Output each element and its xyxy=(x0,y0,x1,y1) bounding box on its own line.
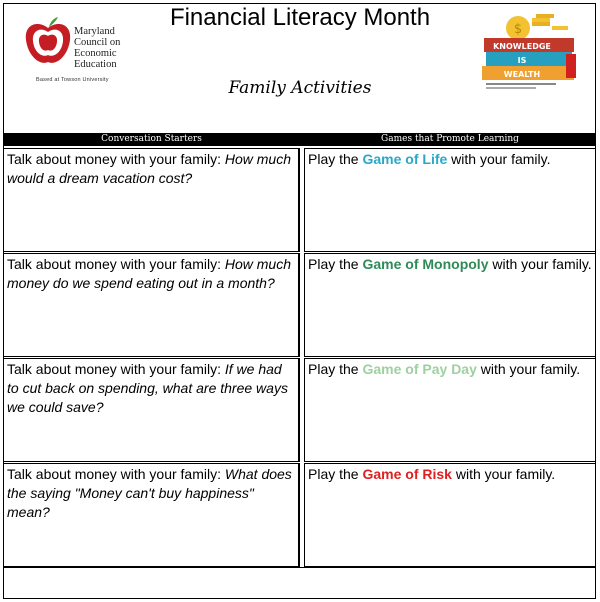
book2-label: IS xyxy=(517,56,527,65)
game-cell xyxy=(304,148,596,252)
book3-label: WEALTH xyxy=(503,70,541,79)
svg-text:$: $ xyxy=(513,22,523,37)
game-prefix: Play the xyxy=(308,466,363,482)
knowledge-wealth-logo xyxy=(476,8,582,92)
game-cell xyxy=(304,358,596,462)
game-suffix: with your family. xyxy=(488,256,592,272)
book1-label: KNOWLEDGE xyxy=(493,42,551,51)
books-coins-icon xyxy=(476,8,582,92)
conversation-question: How much money do we spend eating out in a month? xyxy=(7,256,292,291)
conversation-prefix: Talk about money with your family: xyxy=(7,466,225,482)
game-cell xyxy=(304,463,596,567)
logo-line3: Economic xyxy=(74,48,117,59)
game-cell xyxy=(304,253,596,357)
game-prefix: Play the xyxy=(308,361,363,377)
logo-line4: Education xyxy=(74,59,117,70)
conversation-question: How much would a dream vacation cost? xyxy=(7,151,292,186)
table-bottom-rule xyxy=(3,567,596,568)
game-name: Game of Risk xyxy=(362,466,452,482)
conversation-cell xyxy=(3,148,300,252)
page-title: Financial Literacy Month xyxy=(169,4,431,31)
game-name: Game of Monopoly xyxy=(362,256,489,272)
game-name: Game of Pay Day xyxy=(362,361,477,377)
logo-line1: Maryland xyxy=(74,26,115,37)
conversation-prefix: Talk about money with your family: xyxy=(7,256,225,272)
conversation-question: If we had to cut back on spending, what are three ways we could save? xyxy=(7,361,288,415)
page-subtitle: Family Activities xyxy=(228,78,372,98)
game-suffix: with your family. xyxy=(451,466,556,482)
logo-line2: Council on xyxy=(74,37,121,48)
conversation-cell xyxy=(3,358,300,462)
conversation-prefix: Talk about money with your family: xyxy=(7,151,225,167)
game-name: Game of Life xyxy=(362,151,448,167)
game-prefix: Play the xyxy=(308,151,363,167)
game-suffix: with your family. xyxy=(476,361,581,377)
conversation-cell xyxy=(3,253,300,357)
header-games: Games that Promote Learning xyxy=(381,134,519,144)
conversation-question: What does the saying "Money can't buy happiness" mean? xyxy=(7,466,292,520)
conversation-cell xyxy=(3,463,300,567)
game-prefix: Play the xyxy=(308,256,363,272)
table-header xyxy=(3,133,596,146)
conversation-prefix: Talk about money with your family: xyxy=(7,361,225,377)
header-conversation: Conversation Starters xyxy=(101,134,202,144)
game-suffix: with your family. xyxy=(447,151,551,167)
logo-tagline: Based at Towson University xyxy=(36,77,109,83)
